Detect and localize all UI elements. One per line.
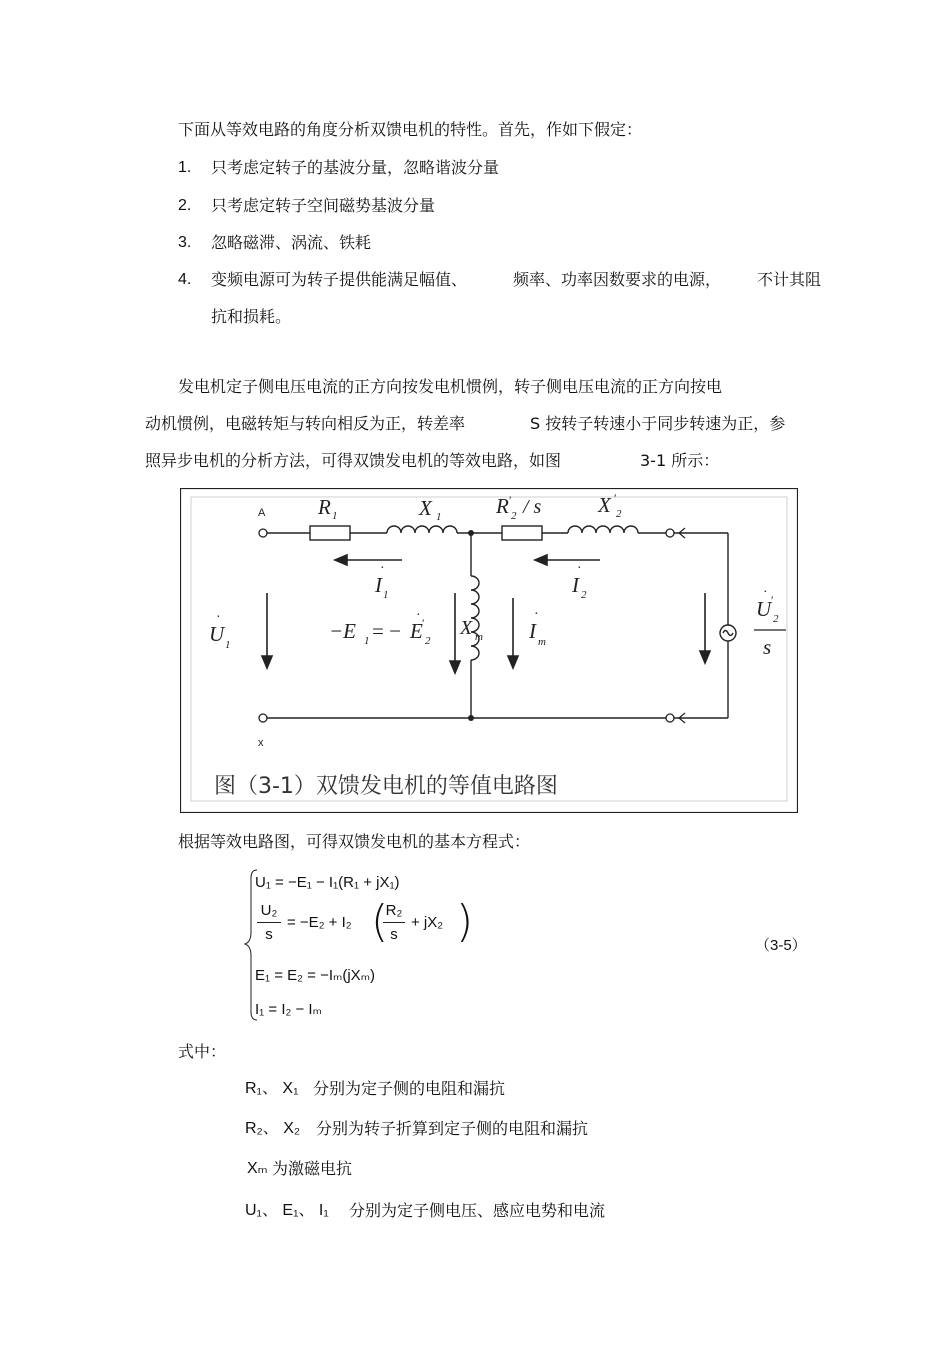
i2-label: I	[572, 573, 579, 597]
svg-text:·: ·	[534, 607, 539, 622]
list-number: 2.	[178, 197, 192, 214]
equation-line-3: E₁ = E₂ = −Iₘ(jXₘ)	[255, 967, 376, 984]
svg-text:′: ′	[771, 593, 774, 607]
u1-sub: 1	[225, 639, 231, 651]
svg-text:′: ′	[509, 493, 512, 507]
figure-caption: 图（3-1）双馈发电机的等值电路图	[214, 774, 558, 799]
paragraph-line: 发电机定子侧电压电流的正方向按发电机惯例，转子侧电压电流的正方向按电	[178, 377, 723, 396]
list-item: 只考虑定转子空间磁势基波分量	[211, 196, 436, 215]
r1-resistor	[310, 526, 350, 540]
e-eq-mid: = −	[372, 619, 401, 643]
xm-label: X	[460, 617, 473, 639]
definition-text: 为激磁电抗	[272, 1159, 353, 1178]
r2-tail: / s	[523, 496, 542, 518]
where-label: 式中：	[178, 1042, 227, 1061]
svg-text:·: ·	[577, 561, 582, 576]
definition-text: 分别为定子侧电压、感应电势和电流	[349, 1201, 606, 1220]
equation-intro: 根据等效电路图，可得双馈发电机的基本方程式：	[178, 832, 531, 851]
x2-sub: 2	[616, 508, 622, 520]
definition-text: 分别为定子侧的电阻和漏抗	[313, 1079, 506, 1098]
svg-text:′: ′	[422, 616, 425, 630]
r2-resistor	[502, 526, 542, 540]
r2-label: R	[496, 494, 509, 518]
list-item-cont: 频率、功率因数要求的电源，	[513, 270, 722, 289]
definition-symbol: Xₘ	[247, 1160, 268, 1177]
list-item: 忽略磁滞、涡流、铁耗	[211, 233, 372, 252]
junction-bottom	[468, 715, 474, 721]
list-number: 3.	[178, 234, 192, 251]
r1-sub: 1	[332, 510, 338, 522]
svg-text:·: ·	[763, 585, 768, 600]
terminal-right-bottom	[666, 714, 674, 722]
node-x-label: x	[258, 737, 264, 749]
svg-text:′: ′	[614, 491, 617, 505]
equation-2-frac-num: R₂	[385, 902, 403, 919]
e2-label: E	[410, 619, 423, 643]
paragraph-line: 3-1 所示：	[640, 451, 720, 470]
e2-sub: 2	[425, 635, 431, 647]
definition-symbol: R₁、 X₁	[245, 1080, 299, 1097]
svg-text:·: ·	[216, 610, 221, 625]
list-item: 只考虑定转子的基波分量，忽略谐波分量	[211, 158, 500, 177]
x1-sub: 1	[436, 511, 442, 523]
i1-sub: 1	[383, 589, 389, 601]
im-label: I	[529, 619, 536, 643]
list-item-cont: 不计其阻	[757, 270, 822, 289]
u2-sub: 2	[773, 613, 779, 625]
r2-sub: 2	[511, 510, 517, 522]
list-number: 4.	[178, 271, 192, 288]
definition-symbol: R₂、 X₂	[245, 1120, 301, 1137]
equation-number: （3-5）	[755, 937, 807, 954]
list-number: 1.	[178, 159, 192, 176]
equation-system: U₁ = −E₁ − I₁(R₁ + jX₁) U₂ s = −E₂ + I₂ ( R₂ s + jX₂ ) E₁ = E₂ = −Iₘ(jXₘ) I₁ = I₂ − Iₘ	[243, 866, 483, 1026]
terminal-right-top	[666, 529, 674, 537]
paragraph-line: 动机惯例，电磁转矩与转向相反为正，转差率	[145, 414, 466, 433]
terminal-x	[259, 714, 267, 722]
definition-symbol: U₁、 E₁、 I₁	[245, 1202, 329, 1219]
xm-sub: m	[475, 631, 483, 643]
e1-label: −E	[329, 619, 356, 643]
u2-den: s	[763, 635, 772, 659]
equation-2-num: U₂	[260, 902, 278, 919]
equation-2-den: s	[265, 926, 273, 943]
list-item-cont: 抗和损耗。	[211, 307, 292, 326]
svg-text:·: ·	[380, 561, 385, 576]
equation-2-frac-den: s	[390, 926, 398, 943]
node-a-label: A	[258, 507, 266, 519]
equation-line-1: U₁ = −E₁ − I₁(R₁ + jX₁)	[255, 874, 400, 891]
terminal-a	[259, 529, 267, 537]
i1-label: I	[375, 573, 382, 597]
u2-label: U	[756, 597, 772, 621]
equation-2-tail: + jX₂	[411, 914, 444, 931]
paragraph-line: S 按转子转速小于同步转速为正，参	[530, 414, 786, 433]
r1-label: R	[318, 495, 331, 519]
x2-label: X	[598, 493, 611, 517]
u1-label: U	[209, 622, 225, 646]
e1-sub: 1	[364, 635, 370, 647]
paragraph-line: 照异步电机的分析方法，可得双馈发电机的等效电路，如图	[145, 451, 562, 470]
circuit-diagram	[180, 488, 798, 813]
svg-text:·: ·	[416, 608, 421, 623]
definition-text: 分别为转子折算到定子侧的电阻和漏抗	[316, 1119, 589, 1138]
im-sub: m	[538, 636, 546, 648]
equation-2-mid: = −E₂ + I₂	[287, 914, 352, 931]
circuit-figure	[180, 488, 798, 813]
x1-label: X	[419, 496, 432, 520]
i2-sub: 2	[581, 589, 587, 601]
junction-top	[468, 530, 474, 536]
list-item: 变频电源可为转子提供能满足幅值、	[211, 270, 468, 289]
intro-text: 下面从等效电路的角度分析双馈电机的特性。首先，作如下假定：	[178, 120, 643, 139]
equation-line-4: I₁ = I₂ − Iₘ	[255, 1001, 322, 1018]
